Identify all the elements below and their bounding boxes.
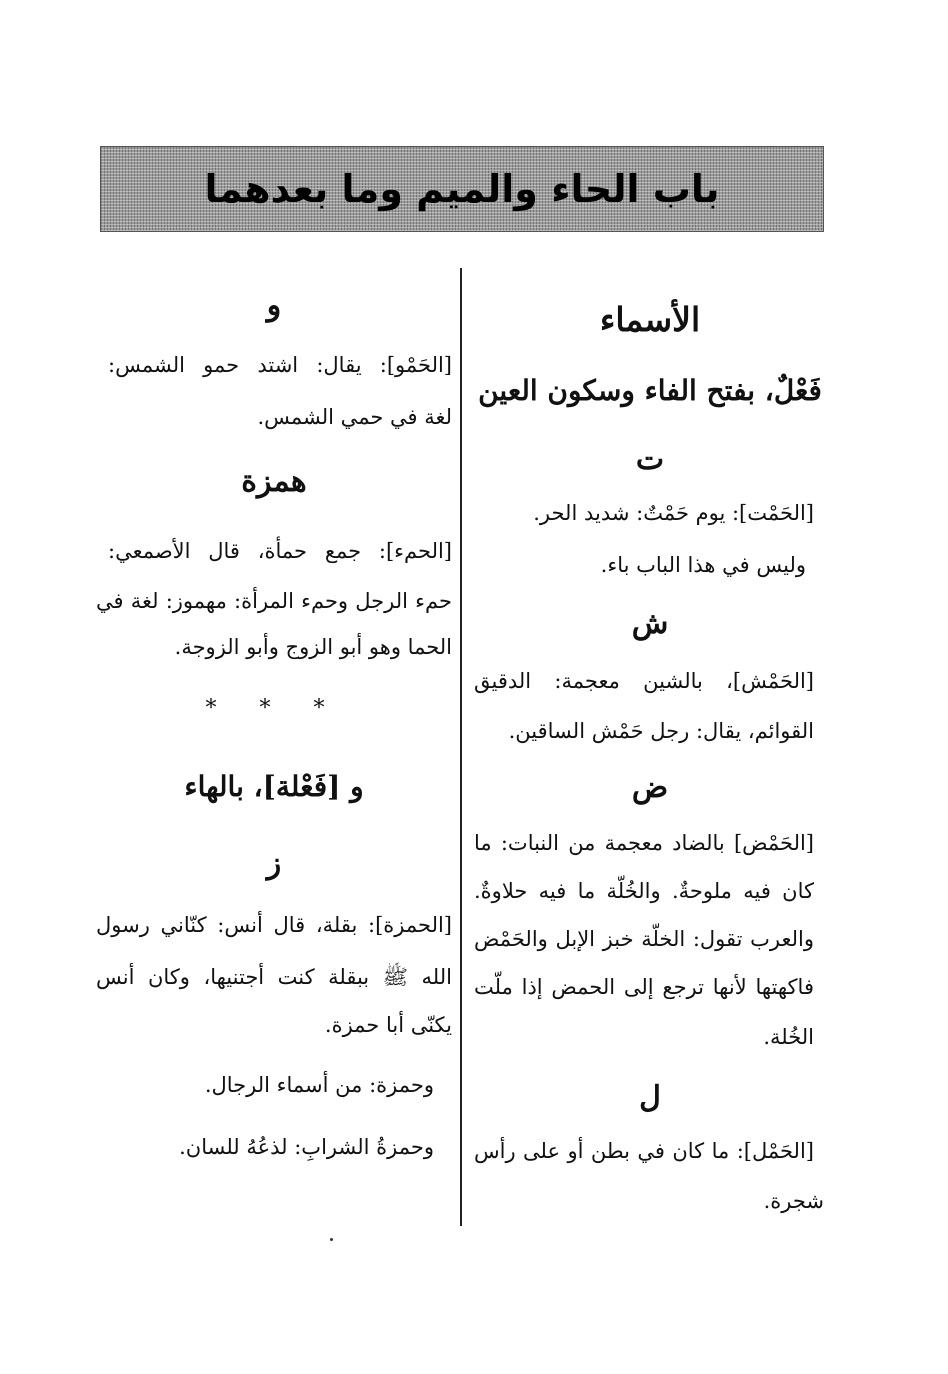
- entry-line: [الحَمْل]: ما كان في بطن أو على رأس: [474, 1139, 814, 1163]
- entry-line: الخُلة.: [763, 1025, 814, 1049]
- entry-line: [الحَمْت]: يوم حَمْتٌ: شديد الحر.: [533, 501, 814, 525]
- entry-line: شجرة.: [763, 1189, 824, 1213]
- letter-heading: ض: [631, 770, 669, 805]
- entry-line: وحمزةُ الشرابِ: لذعُهُ للسان.: [179, 1135, 434, 1159]
- entry-line: [الحَمْو]: يقال: اشتد حمو الشمس:: [108, 353, 452, 377]
- pattern-heading: فَعْلٌ، بفتح الفاء وسكون العين: [478, 374, 822, 407]
- letter-heading: ت: [635, 442, 665, 477]
- chapter-banner: [100, 146, 824, 232]
- page-speck: [330, 1238, 333, 1241]
- entry-line: وليس في هذا الباب باء.: [600, 553, 806, 577]
- letter-heading: ش: [631, 606, 669, 641]
- letter-heading: و: [266, 288, 282, 323]
- entry-line: وحمزة: من أسماء الرجال.: [204, 1073, 434, 1097]
- entry-line: [الحمزة]: بقلة، قال أنس: كنّاني رسول: [96, 913, 452, 937]
- entry-line: لغة في حمي الشمس.: [257, 405, 452, 429]
- entry-line: الله ﷺ ببقلة كنت أجتنيها، وكان أنس: [96, 965, 452, 989]
- letter-heading: همزة: [241, 464, 307, 499]
- chapter-title: باب الحاء والميم وما بعدهما: [204, 167, 720, 211]
- entry-line: [الحَمْش]، بالشين معجمة: الدقيق: [474, 669, 814, 693]
- entry-line: حمء الرجل وحمء المرأة: مهموز: لغة في: [96, 589, 452, 613]
- column-divider: [460, 268, 462, 1226]
- separator-stars: * * *: [205, 696, 343, 721]
- section-title: الأسماء: [599, 300, 701, 339]
- entry-line: [الحمء]: جمع حمأة، قال الأصمعي:: [108, 539, 452, 563]
- entry-line: [الحَمْض] بالضاد معجمة من النبات: ما: [474, 831, 814, 855]
- letter-heading: ل: [639, 1080, 661, 1115]
- entry-line: يكنّى أبا حمزة.: [324, 1013, 452, 1037]
- letter-heading: ز: [266, 846, 282, 881]
- entry-line: والعرب تقول: الخلّة خبز الإبل والحَمْض: [474, 927, 814, 951]
- entry-line: الحما وهو أبو الزوج وأبو الزوجة.: [174, 635, 452, 659]
- entry-line: كان فيه ملوحةٌ. والخُلّة ما فيه حلاوةٌ.: [474, 879, 814, 903]
- entry-line: فاكهتها لأنها ترجع إلى الحمض إذا ملّت: [474, 975, 814, 999]
- pattern-heading: و [فَعْلة]، بالهاء: [184, 770, 364, 803]
- entry-line: القوائم، يقال: رجل حَمْش الساقين.: [508, 719, 814, 743]
